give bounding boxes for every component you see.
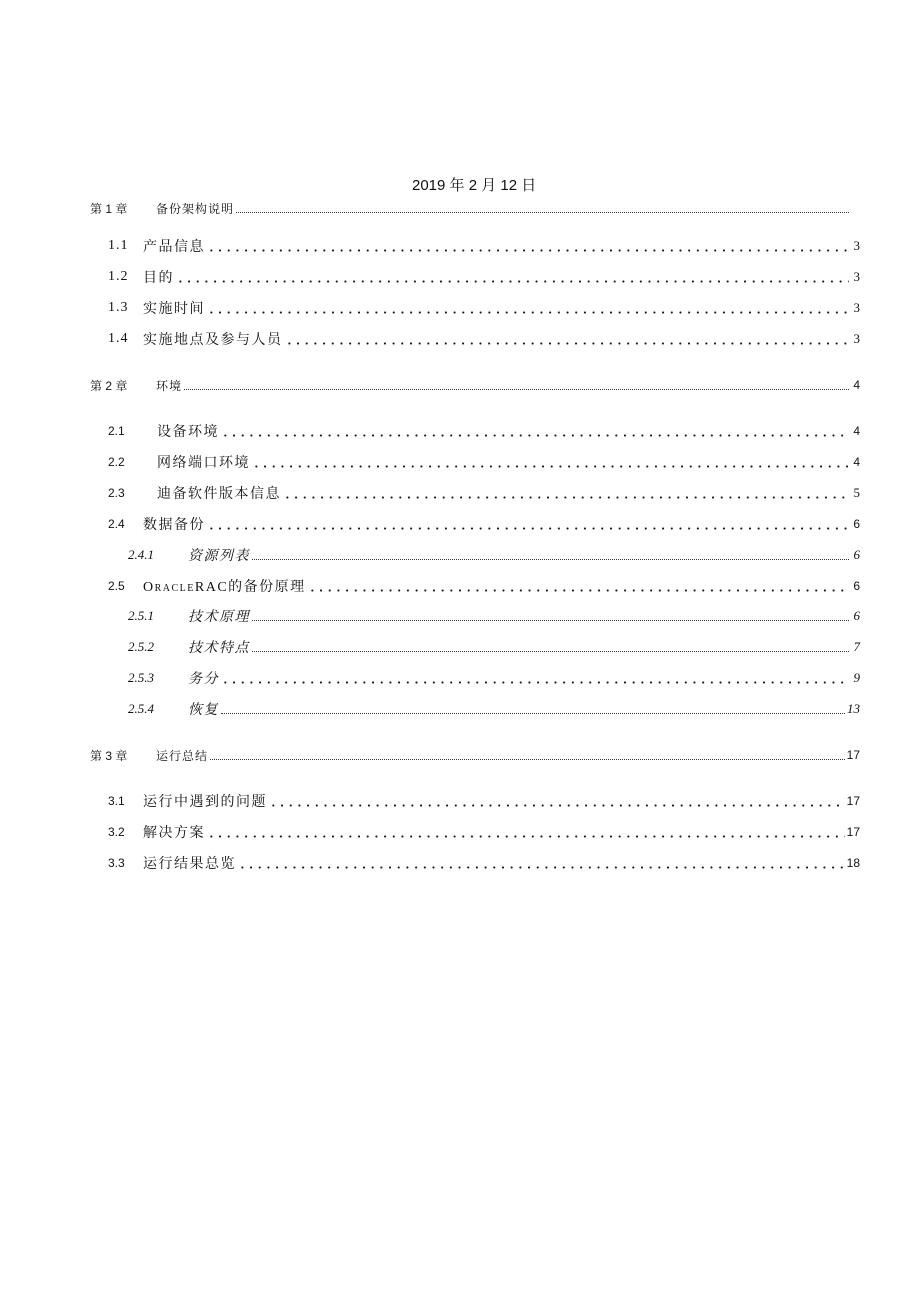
toc-number: 2.5 <box>108 579 125 593</box>
toc-number: 2.5.1 <box>128 608 154 623</box>
toc-title: 设备环境 <box>157 425 219 440</box>
toc-page: 3 <box>853 331 860 346</box>
toc-title: 实施地点及参与人员 <box>143 333 283 348</box>
dot-leader <box>207 835 845 838</box>
toc-entry-chapter-1[interactable] <box>90 198 860 218</box>
toc-entry-1-3[interactable] <box>108 298 860 318</box>
dot-leader <box>176 280 849 283</box>
toc-title: 数据备份 <box>143 518 205 533</box>
toc-number: 2.4 <box>108 517 125 531</box>
dot-leader <box>252 465 849 468</box>
toc-number: 1.2 <box>108 269 129 284</box>
toc-entry-2-5[interactable] <box>108 576 860 596</box>
toc-page: 6 <box>853 608 860 623</box>
toc-number: 2.2 <box>108 455 125 469</box>
toc-number: 2.5.2 <box>128 639 154 654</box>
toc-entry-2-5-2[interactable] <box>128 637 860 657</box>
toc-entry-chapter-2[interactable] <box>90 375 860 395</box>
toc-title: 目的 <box>143 271 174 286</box>
toc-entry-chapter-3[interactable] <box>90 745 860 765</box>
dot-leader <box>207 527 849 530</box>
toc-page: 7 <box>853 639 860 654</box>
toc-page: 4 <box>853 424 860 438</box>
toc-page: 3 <box>853 238 860 253</box>
dot-leader <box>238 866 845 869</box>
toc-page: 6 <box>853 579 860 593</box>
toc-entry-2-5-3[interactable] <box>128 668 860 688</box>
toc-number: 3.3 <box>108 856 125 870</box>
dot-leader <box>252 651 849 652</box>
toc-page: 5 <box>853 485 860 500</box>
toc-entry-2-4[interactable] <box>108 514 860 534</box>
toc-title: 网络端口环境 <box>157 456 250 471</box>
toc-entry-2-5-4[interactable] <box>128 699 860 719</box>
toc-number: 1.4 <box>108 331 129 346</box>
toc-title: 务分 <box>188 672 219 687</box>
toc-number: 2.4.1 <box>128 547 154 562</box>
dot-leader <box>252 620 849 621</box>
toc-entry-1-2[interactable] <box>108 267 860 287</box>
toc-entry-3-1[interactable] <box>108 791 860 811</box>
toc-page: 4 <box>853 455 860 469</box>
dot-leader <box>210 759 845 760</box>
dot-leader <box>236 212 849 213</box>
toc-page: 17 <box>846 825 860 839</box>
toc-title: 技术原理 <box>188 610 250 625</box>
dot-leader <box>207 249 849 252</box>
dot-leader <box>221 434 849 437</box>
toc-entry-3-3[interactable] <box>108 853 860 873</box>
toc-title: 运行总结 <box>156 748 209 763</box>
dot-leader <box>252 559 849 560</box>
toc-title: 备份架构说明 <box>156 201 235 216</box>
dot-leader <box>283 496 849 499</box>
toc-number: 第 1 章 <box>90 201 128 216</box>
toc-page: 3 <box>853 269 860 284</box>
toc-entry-1-4[interactable] <box>108 329 860 349</box>
toc-entry-1-1[interactable] <box>108 236 860 256</box>
toc-number: 2.5.4 <box>128 701 154 716</box>
toc-number: 第 2 章 <box>90 378 128 393</box>
toc-entry-2-2[interactable] <box>108 452 860 472</box>
toc-number: 3.1 <box>108 794 125 808</box>
toc-number: 3.2 <box>108 825 125 839</box>
toc-title: 运行结果总览 <box>143 857 236 872</box>
toc-entry-2-5-1[interactable] <box>128 606 860 626</box>
toc-number: 2.1 <box>108 424 125 438</box>
toc-page: 6 <box>853 547 860 562</box>
toc-number: 1.3 <box>108 300 129 315</box>
toc-title: 实施时间 <box>143 302 205 317</box>
toc-title: 技术特点 <box>188 641 250 656</box>
toc-number: 1.1 <box>108 238 129 253</box>
dot-leader <box>184 389 849 390</box>
toc-title: 产品信息 <box>143 240 205 255</box>
toc-page: 17 <box>846 748 860 762</box>
toc-number: 2.3 <box>108 486 125 500</box>
toc-title: 环境 <box>156 378 183 393</box>
document-date: 2019 年 2 月 12 日 <box>412 177 537 194</box>
toc-page: 6 <box>853 517 860 531</box>
toc-page: 17 <box>846 794 860 808</box>
toc-entry-2-3[interactable] <box>108 483 860 503</box>
toc-number: 第 3 章 <box>90 748 128 763</box>
toc-number: 2.5.3 <box>128 670 154 685</box>
toc-title: 恢复 <box>188 703 219 718</box>
dot-leader <box>308 589 849 592</box>
toc-title: 运行中遇到的问题 <box>143 795 267 810</box>
toc-page: 18 <box>846 856 860 870</box>
toc-entry-2-1[interactable] <box>108 421 860 441</box>
toc-title: OracleRAC的备份原理 <box>143 580 306 595</box>
dot-leader <box>221 681 849 684</box>
toc-page: 4 <box>853 378 860 392</box>
dot-leader <box>269 804 845 807</box>
toc-entry-3-2[interactable] <box>108 822 860 842</box>
toc-entry-2-4-1[interactable] <box>128 545 860 565</box>
toc-title: 资源列表 <box>188 549 250 564</box>
toc-page: 3 <box>853 300 860 315</box>
dot-leader <box>221 713 845 714</box>
dot-leader <box>285 342 850 345</box>
toc-page: 9 <box>853 670 860 685</box>
toc-page: 13 <box>847 701 860 716</box>
toc-title: 解决方案 <box>143 826 205 841</box>
toc-title: 迪备软件版本信息 <box>157 487 281 502</box>
dot-leader <box>207 311 849 314</box>
